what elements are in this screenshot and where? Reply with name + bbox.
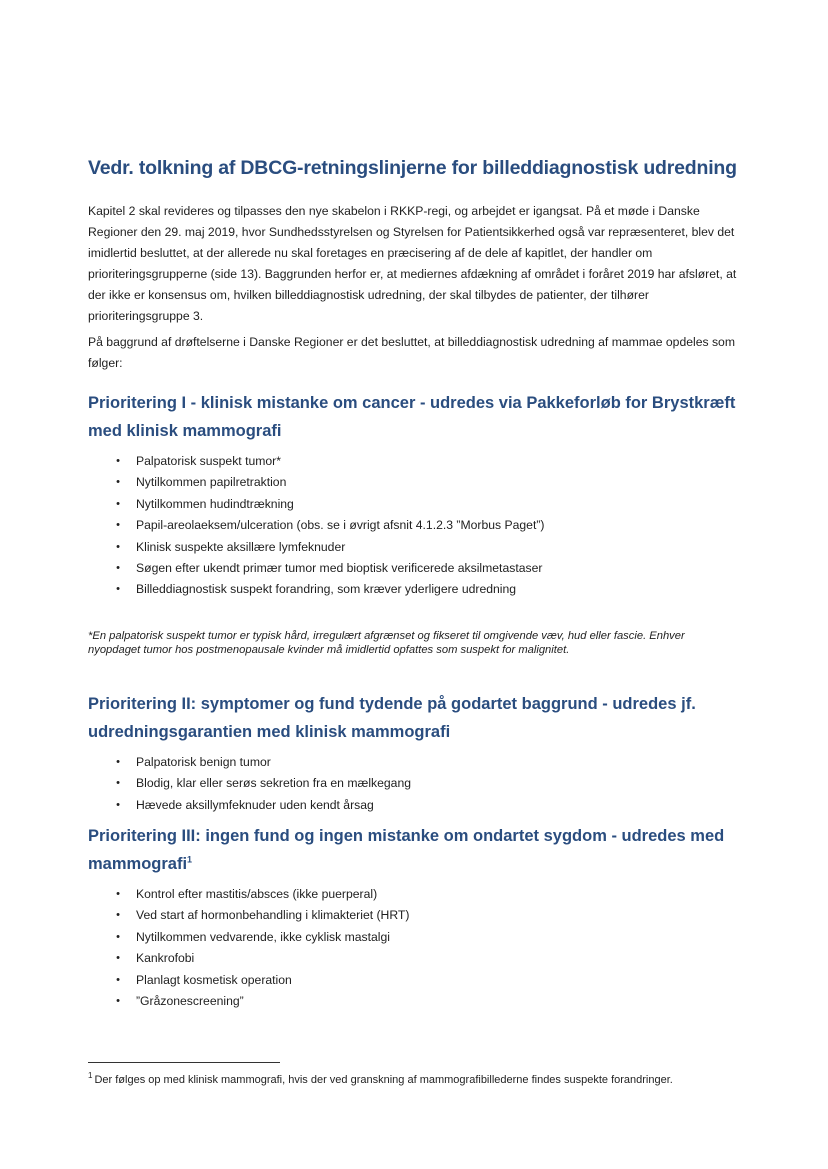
list-item: • Søgen efter ukendt primær tumor med bioptisk verificerede aksilmetastaser bbox=[113, 558, 733, 579]
bullet-icon: • bbox=[116, 540, 120, 553]
bullet-icon: • bbox=[116, 777, 120, 790]
bullet-icon: • bbox=[116, 798, 120, 811]
bullet-icon: • bbox=[116, 909, 120, 922]
bullet-icon: • bbox=[116, 930, 120, 943]
list-item: • Billeddiagnostisk suspekt forandring, som kræver yderligere udredning bbox=[113, 579, 733, 600]
list-item: • ”Gråzonescreening” bbox=[113, 991, 733, 1012]
bullet-icon: • bbox=[116, 888, 120, 900]
bullet-icon: • bbox=[116, 476, 120, 489]
list-item: • Blodig, klar eller serøs sekretion fra en mælkegang bbox=[113, 773, 733, 794]
bullet-icon: • bbox=[116, 952, 120, 965]
list-item: • Ved start af hormonbehandling i klimakteriet (HRT) bbox=[113, 905, 733, 926]
bullet-icon: • bbox=[116, 973, 120, 986]
bullet-icon: • bbox=[116, 583, 120, 596]
bullet-icon: • bbox=[116, 497, 120, 510]
list-item: • Palpatorisk suspekt tumor* bbox=[113, 451, 733, 472]
list-item: • Kankrofobi bbox=[113, 948, 733, 969]
list-item: • Kontrol efter mastitis/absces (ikke puerperal) bbox=[113, 884, 733, 905]
list-item: • Nytilkommen vedvarende, ikke cyklisk mastalgi bbox=[113, 927, 733, 948]
bullet-icon: • bbox=[116, 519, 120, 532]
list-item: • Nytilkommen hudindtrækning bbox=[113, 494, 733, 515]
list-prioritering-3 bbox=[113, 884, 733, 1012]
bullet-icon: • bbox=[116, 756, 120, 768]
heading-prioritering-3: Prioritering III: ingen fund og ingen mistanke om ondartet sygdom - udredes med mammografi$^1$ bbox=[88, 827, 725, 873]
footnote-text: Der følges op med klinisk mammografi, hvis der ved granskning af mammografibillederne findes suspekte forandringer. bbox=[94, 1074, 673, 1086]
second-paragraph: På baggrund af drøftelserne i Danske Regioner er det besluttet, at billeddiagnostisk udredning af mammae opdeles som følger: bbox=[88, 335, 735, 370]
footnote-reference: 1 bbox=[187, 854, 193, 865]
footnote bbox=[88, 1072, 708, 1088]
bullet-icon: • bbox=[116, 561, 120, 574]
list-item: • Klinisk suspekte aksillære lymfeknuder bbox=[113, 537, 733, 558]
list-item: • Hævede aksillymfeknuder uden kendt årsag bbox=[113, 795, 733, 816]
tumor-footnote-note: *En palpatorisk suspekt tumor er typisk hård, irregulært afgrænset og fikseret til omgivende væv, hud eller fascie. Enhver nyopdaget tumor hos postmenopausale kvinder må imidlertid opfattes som suspekt for malignitet. bbox=[88, 630, 685, 656]
bullet-icon: • bbox=[116, 455, 120, 467]
list-item: • Nytilkommen papilretraktion bbox=[113, 472, 733, 493]
list-prioritering-2 bbox=[113, 752, 733, 816]
list-item: • Papil-areolaeksem/ulceration (obs. se i øvrigt afsnit 4.1.2.3 ”Morbus Paget”) bbox=[113, 515, 733, 536]
list-prioritering-1 bbox=[113, 451, 733, 601]
list-item: • Planlagt kosmetisk operation bbox=[113, 970, 733, 991]
heading-prioritering-2: Prioritering II: symptomer og fund tydende på godartet baggrund - udredes jf. udredningsgarantien med klinisk mammografi bbox=[88, 695, 696, 741]
footnote-divider bbox=[88, 1062, 280, 1063]
footnote-mark: 1 bbox=[88, 1071, 93, 1081]
heading-prioritering-1: Prioritering I - klinisk mistanke om cancer - udredes via Pakkeforløb for Brystkræft med klinisk mammografi bbox=[88, 394, 736, 440]
bullet-icon: • bbox=[116, 994, 120, 1007]
list-item: • Palpatorisk benign tumor bbox=[113, 752, 733, 773]
page-title: Vedr. tolkning af DBCG-retningslinjerne for billeddiagnostisk udredning bbox=[88, 157, 737, 179]
intro-paragraph: Kapitel 2 skal revideres og tilpasses den nye skabelon i RKKP-regi, og arbejdet er igangsat. På et møde i Danske Regioner den 29. maj 2019, hvor Sundhedsstyrelsen og Styrelsen for Patientsikkerhed også var repræsenteret, blev det imidlertid besluttet, at der allerede nu skal foretages en præcisering af de dele af kapitlet, der handler om prioriteringsgrupperne (side 13). Baggrunden herfor er, at mediernes afdækning af området i foråret 2019 har afsløret, at der ikke er konsensus om, hvilken billeddiagnostisk udredning, der skal tilbydes de patienter, der tilhører prioriteringsgruppe 3. bbox=[88, 204, 737, 323]
